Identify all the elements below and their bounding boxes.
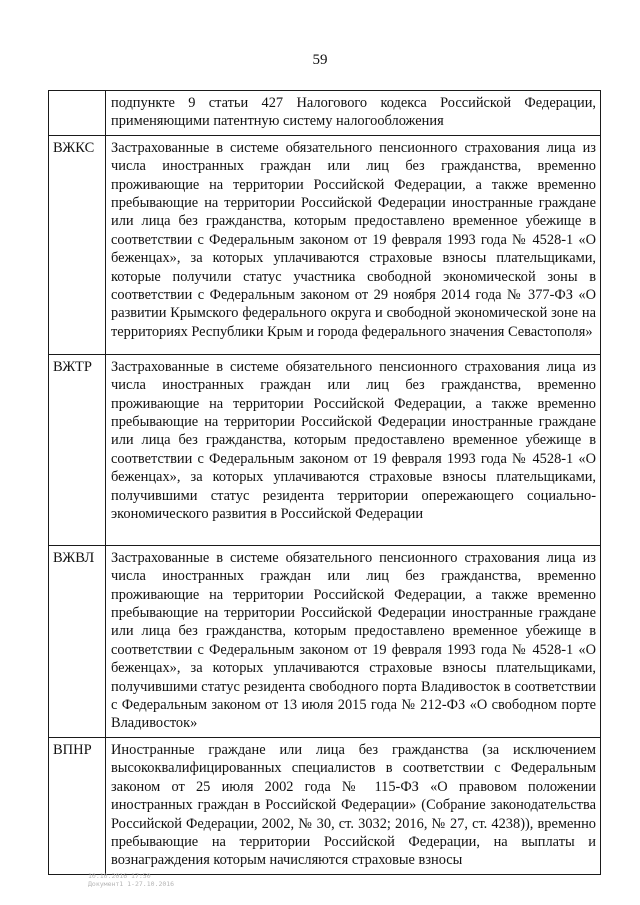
category-description-cell: подпункте 9 статьи 427 Налогового кодекса Российской Федерации, применяющими патентную систему налогообложения (106, 91, 601, 136)
table-row (49, 135, 601, 354)
category-code-cell (49, 91, 106, 136)
insured-category-codes-table (48, 90, 601, 875)
footer-line-timestamp: 10.10.2016 17:50 (88, 872, 151, 880)
category-code-cell: ВЖТР (49, 354, 106, 545)
category-description-cell: Застрахованные в системе обязательного пенсионного страхования лица из числа иностранных граждан или лиц без гражданства, временно проживающие на территории Российской Федерации, а также временно пребывающие на территории Российской Федерации иностранные граждане или лица без гражданства, которым предоставлено временное убежище в соответствии с Федеральным законом от 19 февраля 1993 года № 4528-1 «О беженцах», за которых уплачиваются страховые взносы плательщиками, получившими статус резидента территории опережающего социально-экономического развития в Российской Федерации (106, 354, 601, 545)
footer-line-document: Документ1 1-27.10.2016 (88, 880, 175, 888)
page-number: 59 (312, 52, 328, 68)
table-row (49, 545, 601, 737)
table-row (49, 354, 601, 545)
table-row (49, 91, 601, 136)
category-code-cell: ВЖКС (49, 135, 106, 354)
category-description-cell: Застрахованные в системе обязательного пенсионного страхования лица из числа иностранных граждан или лиц без гражданства, временно проживающие на территории Российской Федерации, а также временно пребывающие на территории Российской Федерации иностранные граждане или лица без гражданства, которым предоставлено временное убежище в соответствии с Федеральным законом от 19 февраля 1993 года № 4528-1 «О беженцах», за которых уплачиваются страховые взносы плательщиками, получившими статус резидента свободного порта Владивосток в соответствии с Федеральным законом от 13 июля 2015 года № 212-ФЗ «О свободном порте Владивосток» (106, 545, 601, 737)
category-description-cell: Иностранные граждане или лица без гражданства (за исключением высококвалифицированных специалистов в соответствии с Федеральным законом от 25 июля 2002 года № 115-ФЗ «О правовом положении иностранных граждан в Российской Федерации» (Собрание законодательства Российской Федерации, 2002, № 30, ст. 3032; 2016, № 27, ст. 4238)), временно пребывающие на территории Российской Федерации, на выплаты и вознаграждения которым начисляются страховые взносы (106, 737, 601, 874)
category-description-cell: Застрахованные в системе обязательного пенсионного страхования лица из числа иностранных граждан или лиц без гражданства, временно проживающие на территории Российской Федерации, а также временно пребывающие на территории Российской Федерации иностранные граждане или лица без гражданства, которым предоставлено временное убежище в соответствии с Федеральным законом от 19 февраля 1993 года № 4528-1 «О беженцах», за которых уплачиваются страховые взносы плательщиками, которые получили статус участника свободной экономической зоны в соответствии с Федеральным законом от 29 ноября 2014 года № 377-ФЗ «О развитии Крымского федерального округа и свободной экономической зоне на территориях Республики Крым и города федерального значения Севастополя» (106, 135, 601, 354)
table-row (49, 737, 601, 874)
category-code-cell: ВПНР (49, 737, 106, 874)
category-code-cell: ВЖВЛ (49, 545, 106, 737)
document-footer-stamp (88, 872, 174, 888)
